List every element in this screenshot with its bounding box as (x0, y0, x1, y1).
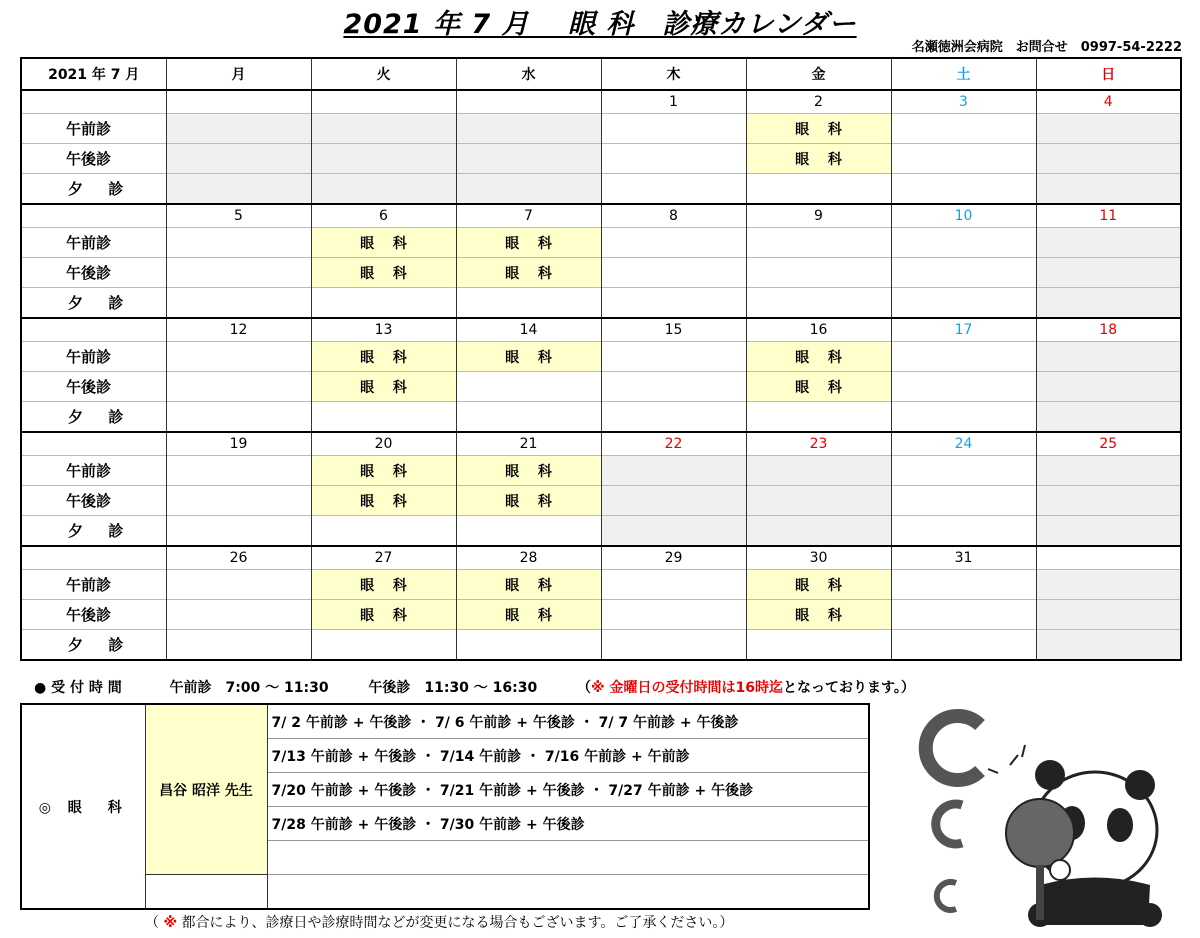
empty-cell (891, 570, 1036, 600)
closed-cell (746, 486, 891, 516)
session-label: 午後診 (21, 144, 166, 174)
session-label: 夕 診 (21, 516, 166, 547)
date-cell: 19 (166, 432, 311, 456)
date-cell: 17 (891, 318, 1036, 342)
page-title: 2021 年 7 月 眼 科 診療カレンダー (343, 9, 857, 40)
weekday-sat: 土 (891, 58, 1036, 90)
session-label: 午前診 (21, 456, 166, 486)
date-cell: 28 (456, 546, 601, 570)
date-row (21, 546, 1181, 570)
session-row-ev (21, 288, 1181, 319)
session-label: 午前診 (21, 114, 166, 144)
date-row-label (21, 432, 166, 456)
empty-cell (891, 174, 1036, 205)
empty-cell (601, 372, 746, 402)
date-cell: 5 (166, 204, 311, 228)
closed-cell (1036, 228, 1181, 258)
session-row-pm (21, 600, 1181, 630)
date-cell: 29 (601, 546, 746, 570)
session-label: 夕 診 (21, 288, 166, 319)
clinic-open-cell: 眼 科 (456, 342, 601, 372)
session-row-pm (21, 486, 1181, 516)
session-row-am (21, 114, 1181, 144)
date-cell: 20 (311, 432, 456, 456)
department-label: ◎ 眼 科 (21, 704, 145, 909)
clinic-open-cell: 眼 科 (746, 144, 891, 174)
empty-cell (456, 630, 601, 661)
empty-cell (166, 258, 311, 288)
closed-cell (1036, 486, 1181, 516)
empty-cell (166, 342, 311, 372)
closed-cell (456, 114, 601, 144)
closed-cell (166, 174, 311, 205)
empty-cell (891, 402, 1036, 433)
weekday-fri: 金 (746, 58, 891, 90)
empty-cell (456, 516, 601, 547)
empty-cell (166, 456, 311, 486)
session-row-pm (21, 144, 1181, 174)
clinic-open-cell: 眼 科 (746, 570, 891, 600)
date-cell: 10 (891, 204, 1036, 228)
empty-cell (891, 630, 1036, 661)
session-row-ev (21, 402, 1181, 433)
empty-cell (166, 600, 311, 630)
hours-label: ● 受 付 時 間 (34, 680, 122, 696)
date-cell: 22 (601, 432, 746, 456)
clinic-open-cell: 眼 科 (311, 372, 456, 402)
clinic-open-cell: 眼 科 (311, 570, 456, 600)
closed-cell (1036, 402, 1181, 433)
date-cell: 21 (456, 432, 601, 456)
closed-cell (1036, 630, 1181, 661)
clinic-open-cell: 眼 科 (456, 570, 601, 600)
landolt-ring-small-icon (936, 804, 962, 844)
closed-cell (1036, 516, 1181, 547)
hours-note: （※ 金曜日の受付時間は16時迄となっております。） (576, 680, 915, 696)
empty-cell (601, 258, 746, 288)
empty-cell (891, 258, 1036, 288)
date-cell: 7 (456, 204, 601, 228)
session-label: 午後診 (21, 372, 166, 402)
empty-cell (601, 600, 746, 630)
empty-cell (891, 372, 1036, 402)
footnote: （ ※ 都合により、診療日や診療時間などが変更になる場合もございます。ご了承ください。） (145, 915, 734, 931)
session-label: 夕 診 (21, 174, 166, 205)
clinic-open-cell: 眼 科 (746, 342, 891, 372)
weekday-wed: 水 (456, 58, 601, 90)
date-cell: 13 (311, 318, 456, 342)
date-cell (1036, 546, 1181, 570)
empty-cell (891, 342, 1036, 372)
hours-pm: 午後診 11:30 ～ 16:30 (368, 680, 538, 696)
closed-cell (166, 144, 311, 174)
empty-cell (891, 456, 1036, 486)
clinic-open-cell: 眼 科 (311, 486, 456, 516)
reception-hours (34, 677, 915, 697)
empty-cell (166, 516, 311, 547)
empty-cell (311, 630, 456, 661)
session-row-pm (21, 258, 1181, 288)
closed-cell (746, 516, 891, 547)
clinic-open-cell: 眼 科 (311, 600, 456, 630)
date-cell: 14 (456, 318, 601, 342)
empty-cell (891, 114, 1036, 144)
session-row-pm (21, 372, 1181, 402)
date-cell: 23 (746, 432, 891, 456)
date-cell: 2 (746, 90, 891, 114)
date-cell: 12 (166, 318, 311, 342)
schedule-line: 7/20 午前診 + 午後診 ・ 7/21 午前診 + 午後診 ・ 7/27 午前診 + 午後診 (267, 773, 869, 807)
date-cell: 26 (166, 546, 311, 570)
empty-cell (311, 516, 456, 547)
clinic-open-cell: 眼 科 (456, 228, 601, 258)
date-cell: 30 (746, 546, 891, 570)
doctor-schedule-table (20, 703, 870, 910)
empty-cell (311, 402, 456, 433)
session-row-ev (21, 174, 1181, 205)
calendar-body (21, 90, 1181, 660)
calendar-corner-label: 2021 年 7 月 (21, 58, 166, 90)
session-label: 夕 診 (21, 402, 166, 433)
landolt-ring-tiny-icon (937, 882, 956, 910)
date-cell: 1 (601, 90, 746, 114)
clinic-open-cell: 眼 科 (456, 456, 601, 486)
date-row-label (21, 318, 166, 342)
session-label: 午後診 (21, 258, 166, 288)
empty-cell (891, 228, 1036, 258)
clinic-open-cell: 眼 科 (746, 372, 891, 402)
date-cell: 3 (891, 90, 1036, 114)
empty-cell (456, 372, 601, 402)
empty-cell (311, 288, 456, 319)
session-row-ev (21, 630, 1181, 661)
weekday-tue: 火 (311, 58, 456, 90)
closed-cell (1036, 372, 1181, 402)
clinic-open-cell: 眼 科 (746, 600, 891, 630)
closed-cell (456, 174, 601, 205)
closed-cell (1036, 570, 1181, 600)
weekday-mon: 月 (166, 58, 311, 90)
empty-cell (746, 174, 891, 205)
closed-cell (601, 516, 746, 547)
date-row (21, 204, 1181, 228)
date-cell: 11 (1036, 204, 1181, 228)
date-cell: 24 (891, 432, 1036, 456)
empty-cell (166, 288, 311, 319)
empty-cell (601, 144, 746, 174)
doctor-empty-cell (145, 875, 267, 910)
clinic-open-cell: 眼 科 (456, 600, 601, 630)
clinic-open-cell: 眼 科 (456, 486, 601, 516)
date-row-label (21, 90, 166, 114)
landolt-ring-icon (926, 716, 980, 780)
date-cell (166, 90, 311, 114)
closed-cell (1036, 114, 1181, 144)
session-row-am (21, 456, 1181, 486)
closed-cell (746, 456, 891, 486)
date-cell: 15 (601, 318, 746, 342)
empty-cell (166, 570, 311, 600)
closed-cell (1036, 600, 1181, 630)
empty-cell (891, 486, 1036, 516)
session-label: 夕 診 (21, 630, 166, 661)
closed-cell (311, 174, 456, 205)
date-row (21, 432, 1181, 456)
session-row-ev (21, 516, 1181, 547)
session-label: 午前診 (21, 342, 166, 372)
eye-chart-panda-illustration (900, 705, 1190, 935)
clinic-open-cell: 眼 科 (746, 114, 891, 144)
schedule-line (267, 875, 869, 910)
empty-cell (746, 288, 891, 319)
doctor-name: 昌谷 昭洋 先生 (145, 704, 267, 875)
weekday-sun: 日 (1036, 58, 1181, 90)
session-label: 午前診 (21, 570, 166, 600)
closed-cell (311, 114, 456, 144)
date-row-label (21, 204, 166, 228)
empty-cell (746, 258, 891, 288)
date-cell: 18 (1036, 318, 1181, 342)
date-cell (311, 90, 456, 114)
clinic-open-cell: 眼 科 (311, 258, 456, 288)
date-cell: 8 (601, 204, 746, 228)
date-cell: 27 (311, 546, 456, 570)
empty-cell (891, 144, 1036, 174)
empty-cell (456, 288, 601, 319)
clinic-open-cell: 眼 科 (456, 258, 601, 288)
empty-cell (456, 402, 601, 433)
schedule-line: 7/ 2 午前診 + 午後診 ・ 7/ 6 午前診 + 午後診 ・ 7/ 7 午前診 + 午後診 (267, 704, 869, 739)
closed-cell (311, 144, 456, 174)
closed-cell (1036, 258, 1181, 288)
schedule-line (267, 841, 869, 875)
empty-cell (746, 402, 891, 433)
date-row (21, 90, 1181, 114)
clinic-open-cell: 眼 科 (311, 342, 456, 372)
weekday-header-row (21, 58, 1181, 90)
session-label: 午後診 (21, 486, 166, 516)
empty-cell (891, 288, 1036, 319)
contact-info: 名瀬徳洲会病院 お問合せ 0997-54-2222 (911, 40, 1182, 55)
date-cell (456, 90, 601, 114)
closed-cell (1036, 288, 1181, 319)
empty-cell (166, 402, 311, 433)
closed-cell (1036, 456, 1181, 486)
empty-cell (746, 630, 891, 661)
session-label: 午前診 (21, 228, 166, 258)
empty-cell (166, 486, 311, 516)
schedule-line: 7/28 午前診 + 午後診 ・ 7/30 午前診 + 午後診 (267, 807, 869, 841)
schedule-line: 7/13 午前診 + 午後診 ・ 7/14 午前診 ・ 7/16 午前診 + 午前診 (267, 739, 869, 773)
closed-cell (1036, 342, 1181, 372)
closed-cell (166, 114, 311, 144)
date-cell: 9 (746, 204, 891, 228)
date-cell: 25 (1036, 432, 1181, 456)
session-row-am (21, 342, 1181, 372)
empty-cell (166, 630, 311, 661)
empty-cell (601, 114, 746, 144)
date-row-label (21, 546, 166, 570)
session-row-am (21, 570, 1181, 600)
session-row-am (21, 228, 1181, 258)
closed-cell (1036, 174, 1181, 205)
date-row (21, 318, 1181, 342)
clinic-open-cell: 眼 科 (311, 456, 456, 486)
clinic-open-cell: 眼 科 (311, 228, 456, 258)
weekday-thu: 木 (601, 58, 746, 90)
date-cell: 4 (1036, 90, 1181, 114)
empty-cell (601, 630, 746, 661)
empty-cell (891, 600, 1036, 630)
empty-cell (746, 228, 891, 258)
calendar-table (20, 57, 1182, 661)
empty-cell (601, 570, 746, 600)
closed-cell (456, 144, 601, 174)
closed-cell (601, 486, 746, 516)
date-cell: 16 (746, 318, 891, 342)
empty-cell (166, 372, 311, 402)
session-label: 午後診 (21, 600, 166, 630)
hours-am: 午前診 7:00 ～ 11:30 (169, 680, 329, 696)
empty-cell (601, 228, 746, 258)
empty-cell (601, 342, 746, 372)
empty-cell (166, 228, 311, 258)
closed-cell (1036, 144, 1181, 174)
closed-cell (601, 456, 746, 486)
empty-cell (601, 288, 746, 319)
date-cell: 6 (311, 204, 456, 228)
empty-cell (601, 402, 746, 433)
date-cell: 31 (891, 546, 1036, 570)
empty-cell (601, 174, 746, 205)
empty-cell (891, 516, 1036, 547)
